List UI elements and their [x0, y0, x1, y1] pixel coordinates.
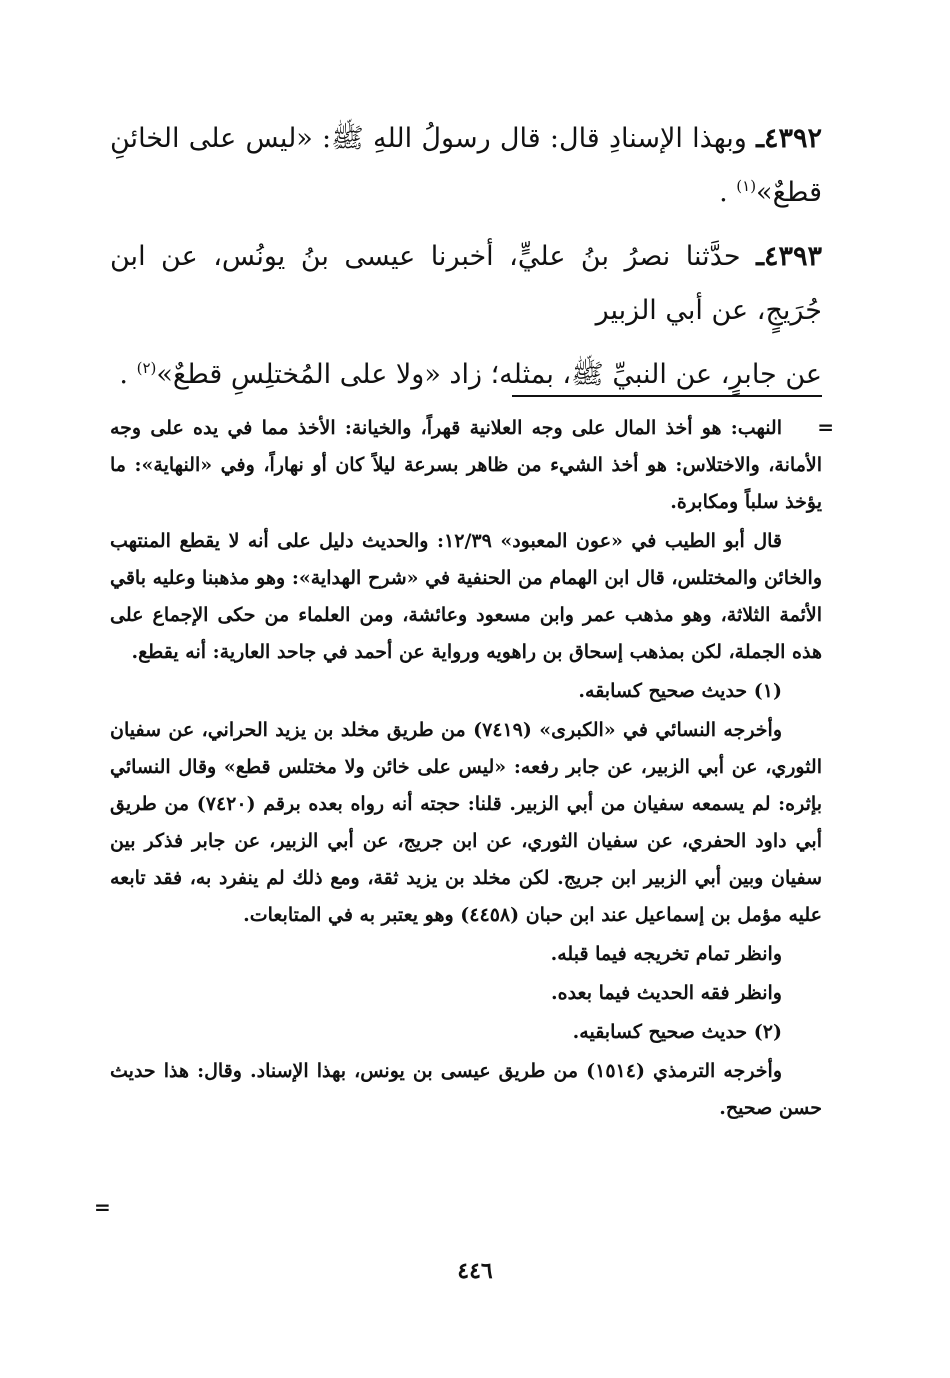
hadith-4393-continuation: [110, 348, 822, 402]
page-number: ٤٤٦: [457, 1258, 493, 1284]
hadith-4392: [110, 112, 822, 220]
hadith-text: عن جابرٍ، عن النبيِّ ﷺ، بمثله؛ زاد «ولا على المُختلِسِ قطعٌ»: [156, 359, 822, 390]
hadith-number: ٤٣٩٣ـ: [756, 241, 822, 272]
hadith-number: ٤٣٩٢ـ: [756, 123, 822, 154]
footnote-1: (١) حديث صحيح كسابقه.: [578, 680, 782, 702]
continuation-mark-bottom: =: [94, 1195, 111, 1219]
footnote-ref: (٢): [136, 359, 157, 377]
hadith-text: وبهذا الإسنادِ قال: قال رسولُ اللهِ ﷺ: «ليس على الخائنِ قطعٌ»: [110, 123, 822, 208]
footnote-paragraph: النهب: هو أخذ المال على وجه العلانية قهراً، والخيانة: الأخذ مما في يده على وجه الأمانة، والاختلاس: هو أخذ الشيء من ظاهر بسرعة ليلاً كان أو نهاراً، وفي «النهاية»: ما يؤخذ سلباً ومكابرة.: [110, 417, 822, 513]
hadith-text: حدَّثنا نصرُ بنُ عليٍّ، أخبرنا عيسى بنُ يونُس، عن ابن جُرَيجٍ، عن أبي الزبير: [110, 241, 822, 326]
footnote-paragraph: وأخرجه النسائي في «الكبرى» (٧٤١٩) من طريق مخلد بن يزيد الحراني، عن سفيان الثوري، عن أبي الزبير، عن جابر رفعه: «ليس على خائن ولا مختلس قطع» وقال النسائي بإثره: لم يسمعه سفيان من أبي الزبير. قلنا: حجته أنه رواه بعده برقم (٧٤٢٠) من طريق أبي داود الحفري، عن سفيان الثوري، عن ابن جريج، عن أبي الزبير، عن جابر فذكر بين سفيان وبين أبي الزبير ابن جريج. لكن مخلد بن يزيد ثقة، ومع ذلك لم ينفرد به، فقد تابعه عليه مؤمل بن إسماعيل عند ابن حبان (٤٤٥٨) وهو يعتبر به في المتابعات.: [110, 719, 822, 926]
continuation-mark-top: =: [817, 415, 834, 439]
hadith-4393: [110, 230, 822, 338]
footnote-2: (٢) حديث صحيح كسابقيه.: [572, 1021, 782, 1043]
hadith-end: .: [119, 359, 128, 390]
footnote-paragraph: قال أبو الطيب في «عون المعبود» ١٢/٣٩: والحديث دليل على أنه لا يقطع المنتهب والخائن والمختلس، قال ابن الهمام من الحنفية في «شرح الهداية»: وهو مذهبنا وعليه باقي الأئمة الثلاثة، وهو مذهب عمر وابن مسعود وعائشة، ومن العلماء من حكى الإجماع على هذه الجملة، لكن بمذهب إسحاق بن راهويه ورواية عن أحمد في جاحد العارية: أنه يقطع.: [110, 530, 822, 663]
footnote-paragraph: وانظر تمام تخريجه فيما قبله.: [550, 943, 782, 965]
footnote-paragraph: وانظر فقه الحديث فيما بعده.: [551, 982, 782, 1004]
footnote-separator: [512, 395, 822, 397]
footnotes: [110, 410, 822, 1129]
footnote-paragraph: وأخرجه الترمذي (١٥١٤) من طريق عيسى بن يونس، بهذا الإسناد. وقال: هذا حديث حسن صحيح.: [110, 1060, 822, 1119]
footnote-ref: (١): [736, 177, 757, 195]
hadith-end: .: [719, 177, 728, 208]
main-text: [110, 112, 822, 412]
